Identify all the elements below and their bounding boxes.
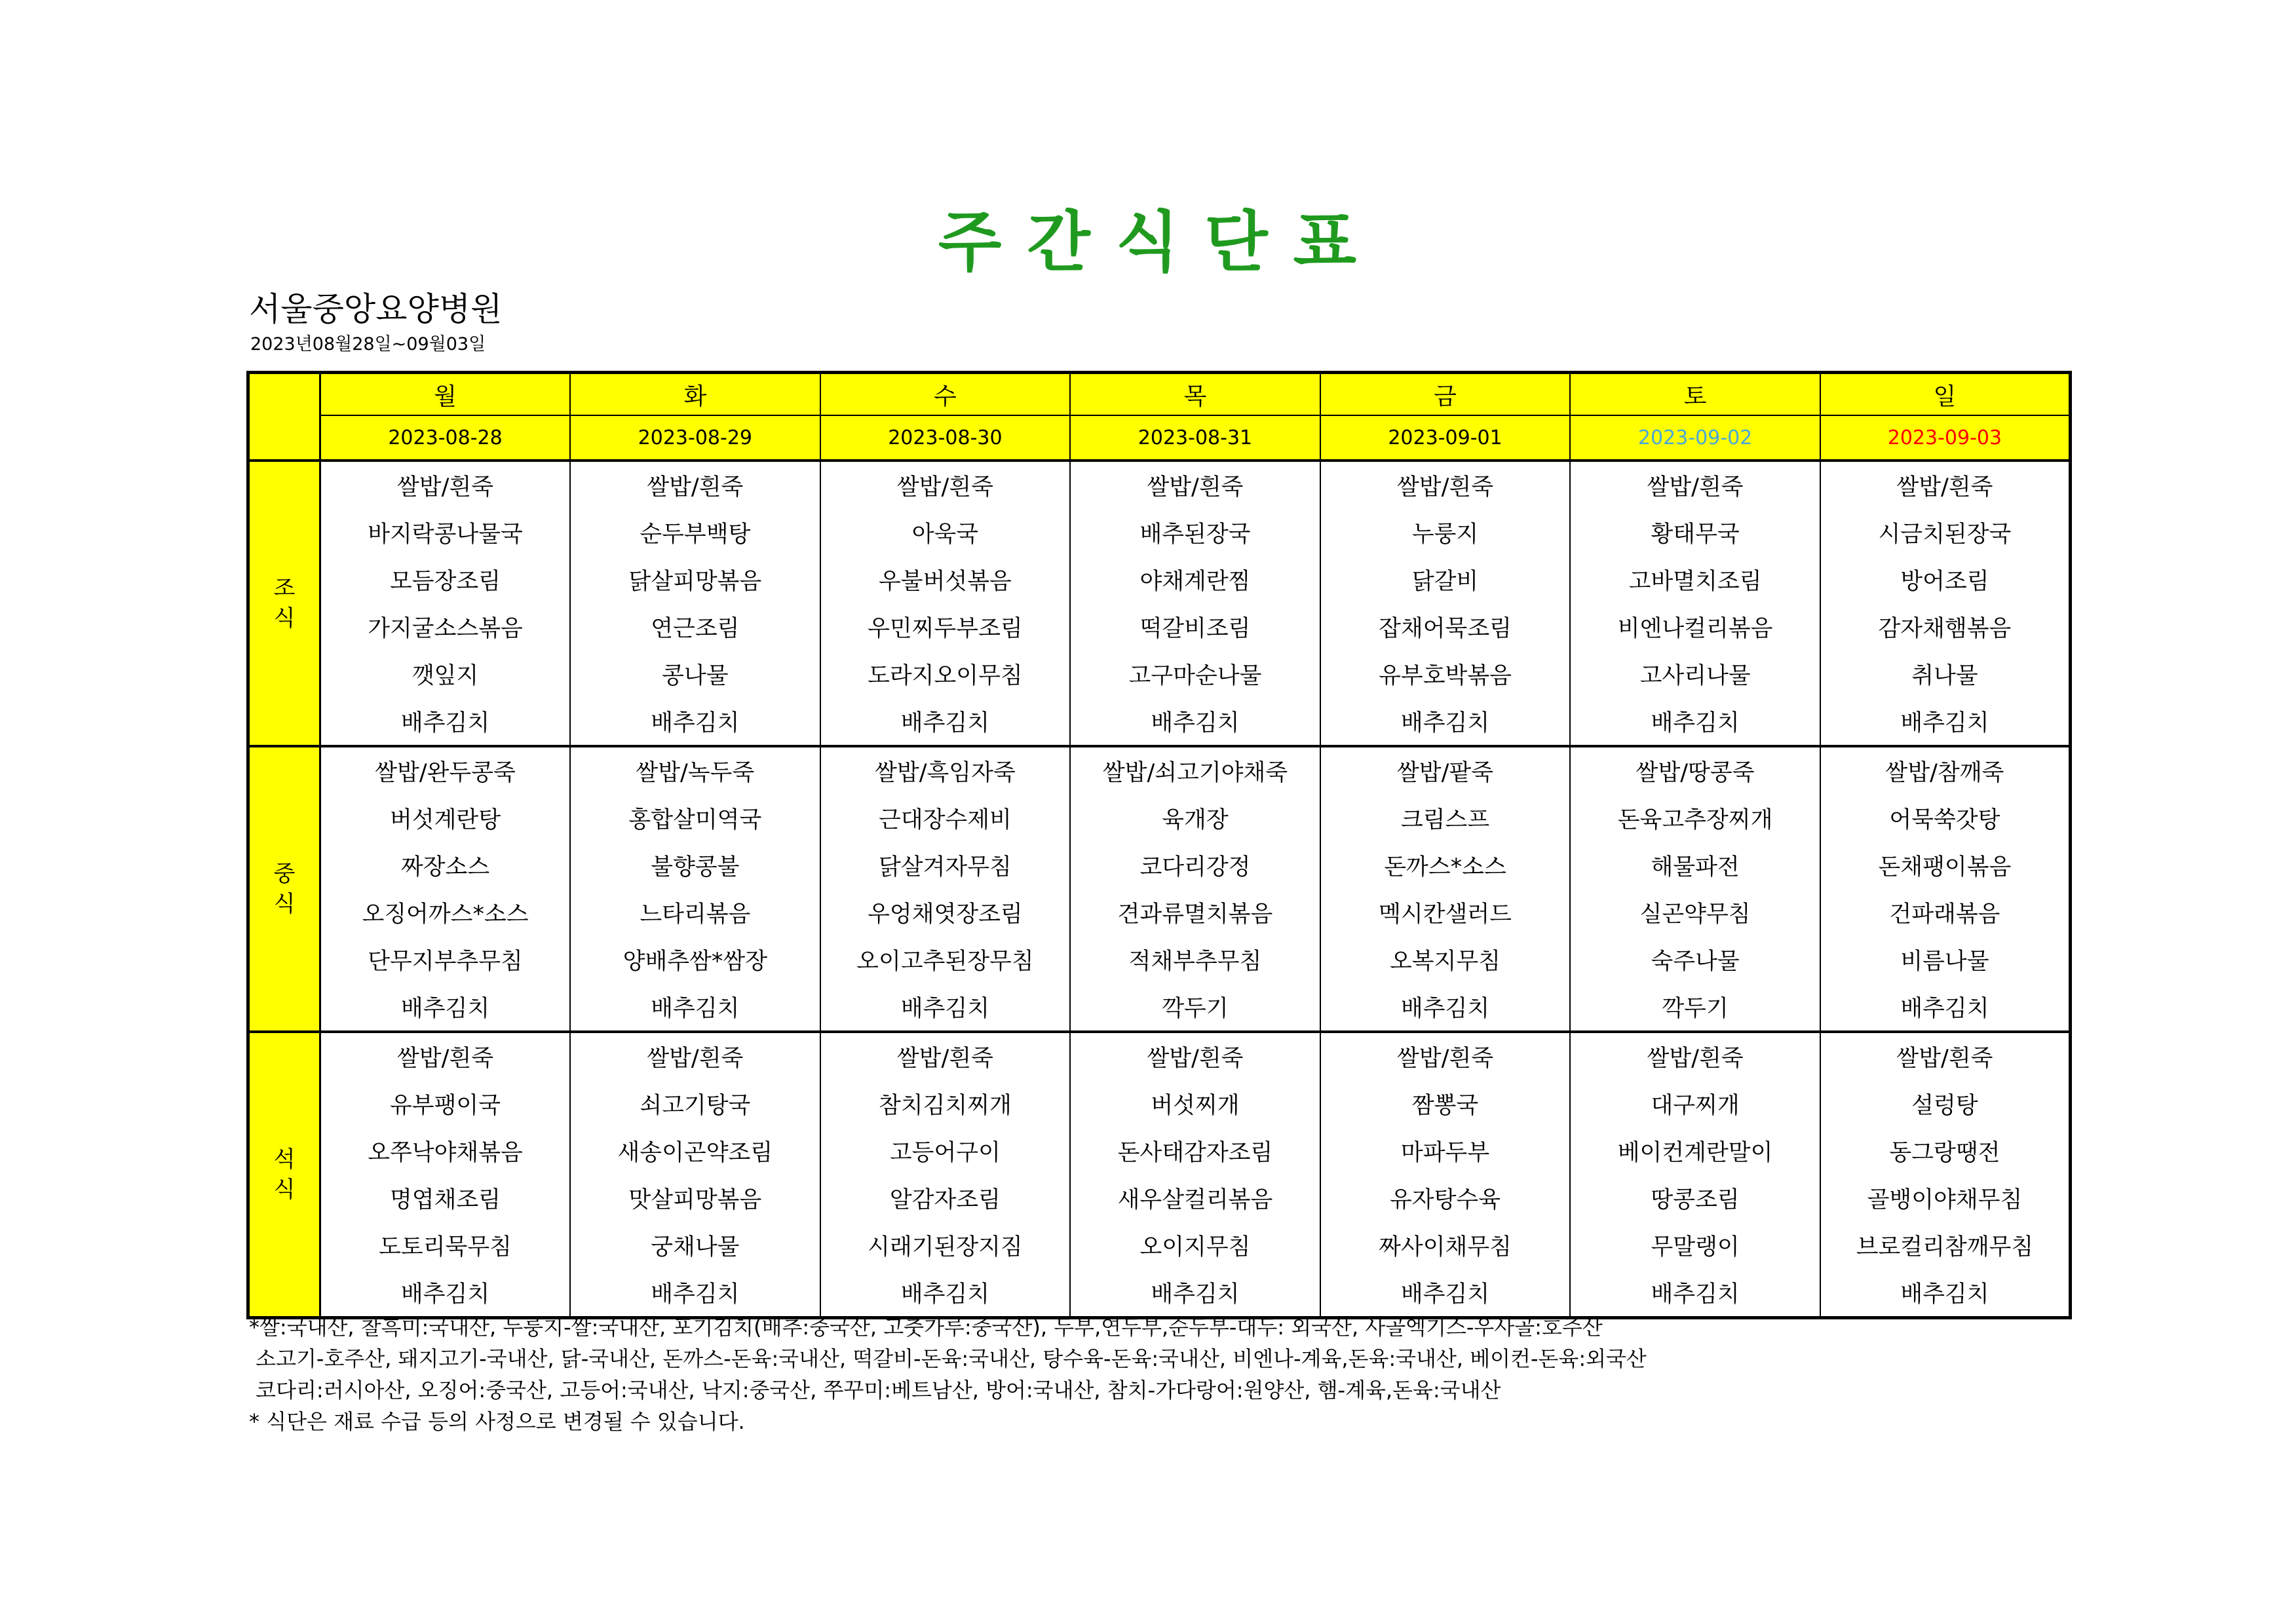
menu-item: 오이고추된장무침 [820,936,1071,983]
menu-item: 잡채어묵조림 [1320,603,1571,651]
menu-item: 쌀밥/흰죽 [1570,461,1820,509]
menu-item: 유자탕수육 [1320,1175,1571,1222]
menu-row [248,889,2071,936]
menu-item: 버섯계란탕 [320,795,571,842]
meal-label-char: 석 [273,1146,296,1173]
menu-item: 배추김치 [570,1269,820,1318]
menu-item: 유부호박볶음 [1320,651,1571,698]
menu-item: 크림스프 [1320,795,1571,842]
menu-item: 배추김치 [1820,983,2071,1032]
menu-item: 쌀밥/흰죽 [1070,1032,1320,1080]
menu-item: 고등어구이 [820,1127,1071,1175]
menu-item: 배추김치 [320,1269,571,1318]
menu-item: 실곤약무침 [1570,889,1820,936]
menu-item: 쌀밥/흰죽 [320,461,571,509]
meal-label-char: 식 [273,1177,296,1203]
menu-item: 오복지무침 [1320,936,1571,983]
menu-item: 닭살겨자무침 [820,842,1071,889]
menu-item: 콩나물 [570,651,820,698]
menu-row [248,795,2071,842]
meal-label-char: 조 [273,575,296,601]
menu-item: 배추김치 [820,698,1071,746]
menu-item: 쌀밥/흰죽 [1320,461,1571,509]
menu-row [248,746,2071,795]
menu-row [248,509,2071,556]
menu-row [248,983,2071,1032]
menu-item: 돈채팽이볶음 [1820,842,2071,889]
menu-item: 깍두기 [1070,983,1320,1032]
day-date: 2023-09-03 [1820,415,2071,461]
menu-item: 참치김치찌개 [820,1080,1071,1127]
menu-item: 쌀밥/흰죽 [1820,461,2071,509]
header-corner [248,373,320,461]
day-label: 일 [1820,373,2071,416]
menu-item: 배추김치 [1320,983,1571,1032]
day-label: 월 [320,373,571,416]
weekly-menu-table [246,371,2072,1319]
menu-item: 쌀밥/흰죽 [1320,1032,1571,1080]
menu-item: 쌀밥/흑임자죽 [820,746,1071,795]
menu-item: 쇠고기탕국 [570,1080,820,1127]
menu-period: 2023년08월28일~09월03일 [250,334,486,354]
meal-label [248,746,320,1032]
menu-row [248,1175,2071,1222]
note-line: 코다리:러시아산, 오징어:중국산, 고등어:국내산, 낙지:중국산, 쭈꾸미:베트남산, 방어:국내산, 참치-가다랑어:원양산, 햄-계육,돈육:국내산 [249,1378,1501,1403]
menu-row [248,698,2071,746]
menu-row [248,1222,2071,1269]
menu-item: 쌀밥/흰죽 [820,1032,1071,1080]
menu-item: 닭갈비 [1320,556,1571,603]
menu-item: 쌀밥/흰죽 [1820,1032,2071,1080]
menu-item: 오쭈낙야채볶음 [320,1127,571,1175]
day-date: 2023-08-31 [1070,415,1320,461]
note-line: 소고기-호주산, 돼지고기-국내산, 닭-국내산, 돈까스-돈육:국내산, 떡갈비-돈육:국내산, 탕수육-돈육:국내산, 비엔나-계육,돈육:국내산, 베이컨-돈육:외국산 [249,1346,1647,1371]
menu-item: 알감자조림 [820,1175,1071,1222]
meal-label [248,461,320,746]
menu-item: 쌀밥/팥죽 [1320,746,1571,795]
menu-item: 쌀밥/완두콩죽 [320,746,571,795]
menu-item: 짜장소스 [320,842,571,889]
menu-row [248,603,2071,651]
menu-item: 돈사태감자조림 [1070,1127,1320,1175]
menu-item: 새송이곤약조림 [570,1127,820,1175]
menu-item: 돈까스*소스 [1320,842,1571,889]
menu-item: 배추김치 [1320,1269,1571,1318]
menu-item: 연근조림 [570,603,820,651]
day-label: 목 [1070,373,1320,416]
menu-item: 멕시칸샐러드 [1320,889,1571,936]
day-label: 화 [570,373,820,416]
menu-item: 고바멸치조림 [1570,556,1820,603]
menu-item: 쌀밥/흰죽 [570,461,820,509]
menu-item: 적채부추무침 [1070,936,1320,983]
menu-item: 깍두기 [1570,983,1820,1032]
menu-item: 배추김치 [1820,698,2071,746]
menu-item: 유부팽이국 [320,1080,571,1127]
menu-item: 짬뽕국 [1320,1080,1571,1127]
menu-item: 바지락콩나물국 [320,509,571,556]
menu-row [248,651,2071,698]
menu-row [248,1032,2071,1080]
menu-row [248,461,2071,509]
menu-row [248,1080,2071,1127]
menu-item: 시래기된장지짐 [820,1222,1071,1269]
menu-item: 골뱅이야채무침 [1820,1175,2071,1222]
menu-item: 땅콩조림 [1570,1175,1820,1222]
day-header-row [248,373,2071,416]
menu-item: 고구마순나물 [1070,651,1320,698]
menu-item: 쌀밥/흰죽 [320,1032,571,1080]
menu-item: 배추김치 [570,983,820,1032]
menu-item: 아욱국 [820,509,1071,556]
menu-item: 무말랭이 [1570,1222,1820,1269]
menu-item: 숙주나물 [1570,936,1820,983]
menu-item: 취나물 [1820,651,2071,698]
menu-item: 쌀밥/땅콩죽 [1570,746,1820,795]
menu-item: 오이지무침 [1070,1222,1320,1269]
menu-item: 명엽채조림 [320,1175,571,1222]
menu-item: 불향콩불 [570,842,820,889]
menu-item: 브로컬리참깨무침 [1820,1222,2071,1269]
menu-item: 배추김치 [820,983,1071,1032]
menu-item: 배추김치 [320,698,571,746]
menu-item: 홍합살미역국 [570,795,820,842]
day-date: 2023-08-28 [320,415,571,461]
menu-item: 도토리묵무침 [320,1222,571,1269]
menu-item: 비엔나컬리볶음 [1570,603,1820,651]
menu-item: 동그랑땡전 [1820,1127,2071,1175]
menu-item: 황태무국 [1570,509,1820,556]
menu-item: 육개장 [1070,795,1320,842]
menu-item: 비름나물 [1820,936,2071,983]
menu-item: 건파래볶음 [1820,889,2071,936]
menu-item: 쌀밥/흰죽 [820,461,1071,509]
menu-item: 누룽지 [1320,509,1571,556]
menu-item: 새우살컬리볶음 [1070,1175,1320,1222]
menu-item: 순두부백탕 [570,509,820,556]
menu-item: 양배추쌈*쌈장 [570,936,820,983]
menu-item: 배추김치 [1820,1269,2071,1318]
menu-item: 떡갈비조림 [1070,603,1320,651]
menu-item: 오징어까스*소스 [320,889,571,936]
menu-item: 마파두부 [1320,1127,1571,1175]
menu-item: 배추김치 [1320,698,1571,746]
menu-item: 단무지부추무침 [320,936,571,983]
day-date: 2023-08-30 [820,415,1071,461]
menu-item: 가지굴소스볶음 [320,603,571,651]
meal-label-char: 중 [273,861,296,887]
menu-item: 깻잎지 [320,651,571,698]
date-header-row [248,415,2071,461]
menu-item: 느타리볶음 [570,889,820,936]
menu-item: 버섯찌개 [1070,1080,1320,1127]
menu-item: 코다리강정 [1070,842,1320,889]
menu-row [248,1127,2071,1175]
menu-item: 배추김치 [820,1269,1071,1318]
menu-item: 쌀밥/쇠고기야채죽 [1070,746,1320,795]
menu-row [248,556,2071,603]
menu-item: 어묵쑥갓탕 [1820,795,2071,842]
menu-item: 우불버섯볶음 [820,556,1071,603]
menu-item: 배추김치 [320,983,571,1032]
menu-item: 모듬장조림 [320,556,571,603]
menu-item: 쌀밥/참깨죽 [1820,746,2071,795]
menu-item: 쌀밥/흰죽 [1070,461,1320,509]
hospital-name: 서울중앙요양병원 [249,290,503,328]
day-label: 수 [820,373,1071,416]
menu-row [248,936,2071,983]
meal-label [248,1032,320,1318]
menu-row [248,1269,2071,1318]
menu-item: 닭살피망볶음 [570,556,820,603]
menu-item: 해물파전 [1570,842,1820,889]
menu-item: 배추김치 [570,698,820,746]
day-date: 2023-09-02 [1570,415,1820,461]
day-date: 2023-09-01 [1320,415,1571,461]
menu-item: 감자채햄볶음 [1820,603,2071,651]
day-label: 금 [1320,373,1571,416]
menu-item: 방어조림 [1820,556,2071,603]
note-line: *쌀:국내산, 찰흑미:국내산, 누룽지-쌀:국내산, 포기김치(배추:중국산, 고춧가루:중국산), 두부,연두부,순두부-대두: 외국산, 사골엑기스-우사골:호주산 [249,1315,1603,1340]
menu-item: 근대장수제비 [820,795,1071,842]
menu-item: 도라지오이무침 [820,651,1071,698]
menu-item: 대구찌개 [1570,1080,1820,1127]
menu-item: 쌀밥/녹두죽 [570,746,820,795]
menu-item: 배추김치 [1570,698,1820,746]
menu-item: 배추김치 [1070,1269,1320,1318]
menu-item: 맛살피망볶음 [570,1175,820,1222]
menu-item: 야채계란찜 [1070,556,1320,603]
menu-item: 궁채나물 [570,1222,820,1269]
menu-row [248,842,2071,889]
note-line: * 식단은 재료 수급 등의 사정으로 변경될 수 있습니다. [249,1409,745,1434]
day-date: 2023-08-29 [570,415,820,461]
meal-label-char: 식 [273,605,296,632]
day-label: 토 [1570,373,1820,416]
menu-item: 우엉채엿장조림 [820,889,1071,936]
menu-item: 배추김치 [1070,698,1320,746]
menu-item: 쌀밥/흰죽 [1570,1032,1820,1080]
menu-item: 설렁탕 [1820,1080,2071,1127]
menu-item: 베이컨계란말이 [1570,1127,1820,1175]
menu-item: 돈육고추장찌개 [1570,795,1820,842]
meal-label-char: 식 [273,891,296,917]
menu-item: 고사리나물 [1570,651,1820,698]
menu-item: 우민찌두부조림 [820,603,1071,651]
menu-item: 배추김치 [1570,1269,1820,1318]
menu-item: 짜사이채무침 [1320,1222,1571,1269]
page-title: 주 간 식 단 표 [938,204,1358,280]
menu-item: 배추된장국 [1070,509,1320,556]
menu-item: 시금치된장국 [1820,509,2071,556]
origin-notes [249,1312,1647,1437]
menu-item: 견과류멸치볶음 [1070,889,1320,936]
menu-item: 쌀밥/흰죽 [570,1032,820,1080]
